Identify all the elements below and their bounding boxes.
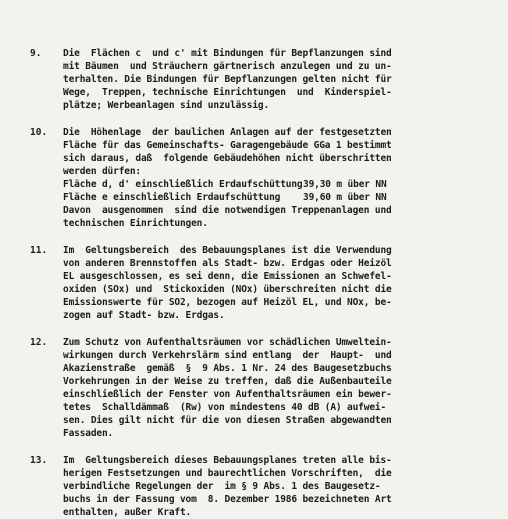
height-row-label: Fläche e einschließlich Erdaufschüttung [63, 192, 281, 203]
clause-number: 11. [30, 245, 48, 256]
text-line: sen. Dies gilt nicht für die von diesen Straßen abgewandten [63, 415, 392, 426]
text-line: verbindliche Regelungen der im § 9 Abs. 1 des Baugesetz- [63, 481, 381, 492]
text-line: sich daraus, daß folgende Gebäudehöhen nicht überschritten [63, 153, 392, 164]
text-line: buchs in der Fassung vom 8. Dezember 1986 bezeichneten Art [63, 494, 392, 505]
clause-number: 13. [30, 455, 48, 466]
text-line: Davon ausgenommen sind die notwendigen Treppenanlagen und [63, 205, 392, 216]
text-line: oxiden (SOx) und Stickoxiden (NOx) überschreiten nicht die [63, 284, 392, 295]
text-line: Vorkehrungen in der Weise zu treffen, daß die Außenbauteile [63, 376, 392, 387]
text-line: plätze; Werbeanlagen sind unzulässig. [63, 100, 270, 111]
text-line: technischen Einrichtungen. [63, 218, 208, 229]
text-line: wirkungen durch Verkehrslärm sind entlang der Haupt- und [63, 350, 392, 361]
height-row-value: 39,30 m über NN [303, 179, 387, 190]
clause-12 [0, 336, 508, 440]
clause-10 [0, 126, 508, 230]
text-line: enthalten, außer Kraft. [63, 507, 192, 518]
text-line: Die Flächen c und c' mit Bindungen für Bepflanzungen sind [63, 48, 392, 59]
height-row-label: Fläche d, d' einschließlich Erdaufschüttung [63, 179, 303, 190]
height-row-value: 39,60 m über NN [303, 192, 387, 203]
text-line: von anderen Brennstoffen als Stadt- bzw. Erdgas oder Heizöl [63, 258, 392, 269]
clause-13 [0, 454, 508, 519]
height-row [63, 191, 483, 204]
text-line: tetes Schalldämmaß (Rw) von mindestens 40 dB (A) aufwei- [63, 402, 387, 413]
text-line: mit Bäumen und Sträuchern gärtnerisch anzulegen und zu un- [63, 61, 392, 72]
text-line: Akazienstraße gemäß § 9 Abs. 1 Nr. 24 des Baugesetzbuchs [63, 363, 392, 374]
text-line: EL ausgeschlossen, es sei denn, die Emissionen an Schwefel- [63, 271, 392, 282]
text-line: einschließlich der Fenster von Aufenthaltsräumen ein bewer- [63, 389, 392, 400]
clause-number: 9. [30, 48, 42, 59]
clause-number: 12. [30, 337, 48, 348]
height-row [63, 178, 483, 191]
text-line: Emissionswerte für SO2, bezogen auf Heizöl EL, und NOx, be- [63, 297, 392, 308]
text-line: Im Geltungsbereich dieses Bebauungsplanes treten alle bis- [63, 455, 392, 466]
text-line: werden dürfen: [63, 166, 141, 177]
text-line: Fläche für das Gemeinschafts- Garagengebäude GGa 1 bestimmt [63, 140, 392, 151]
clause-number: 10. [30, 127, 48, 138]
text-line: Die Höhenlage der baulichen Anlagen auf der festgesetzten [63, 127, 392, 138]
text-line: Fassaden. [63, 428, 114, 439]
text-line: Wege, Treppen, technische Einrichtungen und Kinderspiel- [63, 87, 392, 98]
clause-11 [0, 244, 508, 322]
clause-9 [0, 47, 508, 112]
text-line: zogen auf Stadt- bzw. Erdgas. [63, 310, 225, 321]
text-line: terhalten. Die Bindungen für Bepflanzungen gelten nicht für [63, 74, 392, 85]
text-line: Zum Schutz von Aufenthaltsräumen vor schädlichen Umweltein- [63, 337, 392, 348]
text-line: herigen Festsetzungen und baurechtlichen Vorschriften, die [63, 468, 392, 479]
text-line: Im Geltungsbereich des Bebauungsplanes ist die Verwendung [63, 245, 392, 256]
